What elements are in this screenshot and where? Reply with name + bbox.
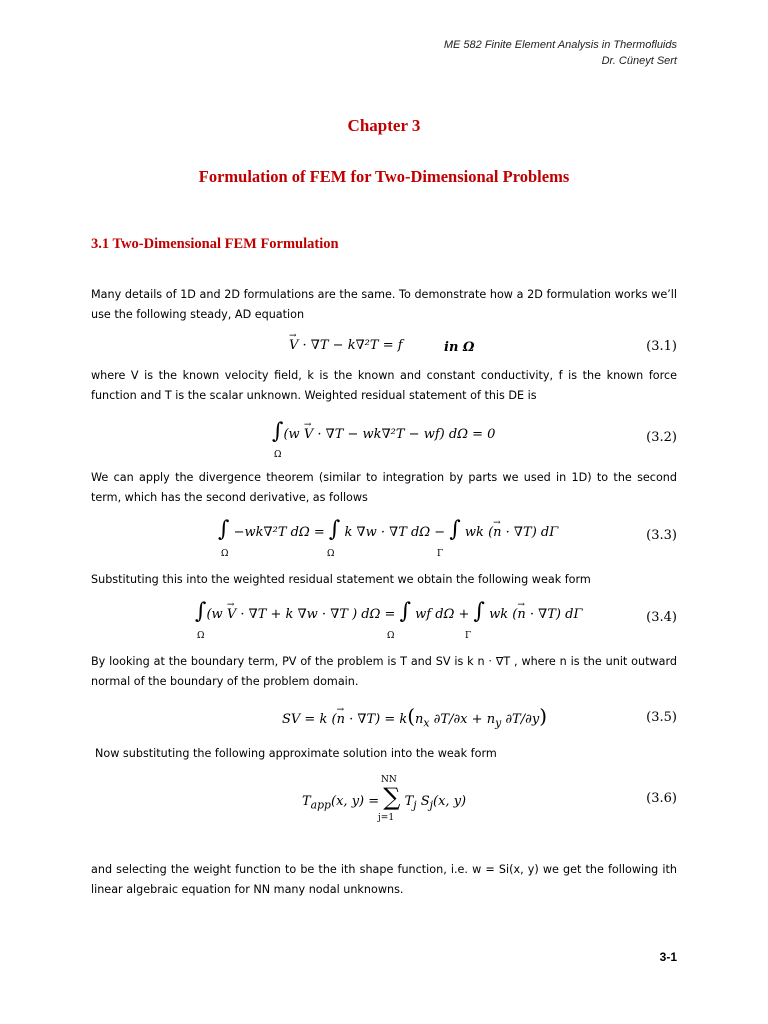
chapter-label: Chapter 3 bbox=[347, 116, 421, 135]
paragraph-7: and selecting the weight function to be the ith shape function, i.e. w = Si(x, y) we get the following ith linear algebraic equation for NN many nodal unknowns. bbox=[91, 863, 677, 896]
paragraph-4: Substituting this into the weighted residual statement we obtain the following weak form bbox=[91, 573, 591, 586]
integral-limit-omega: Ω bbox=[327, 549, 335, 559]
equation-3-1-number: (3.1) bbox=[646, 339, 677, 354]
equation-3-6-body: $T_{app}(x$, y) = ∑ $T_j$ $S_j(x$, y) bbox=[302, 783, 467, 812]
integral-limit-gamma: Γ bbox=[437, 549, 444, 559]
equation-3-3-body: ∫ −wk∇²T dΩ = ∫ k ∇w · ∇T dΩ − ∫ wk (→ n · ∇T) dΓ bbox=[218, 522, 558, 541]
page-number: 3-1 bbox=[659, 950, 677, 964]
equation-3-4-number: (3.4) bbox=[646, 610, 677, 625]
equation-3-4 bbox=[0, 600, 768, 640]
paragraph-6: Now substituting the following approximate solution into the weak form bbox=[95, 747, 497, 760]
equation-3-5 bbox=[0, 700, 768, 740]
equation-3-2-number: (3.2) bbox=[646, 430, 677, 445]
equation-3-5-body: SV = k (→ $n \cdot \nabla T) = k(n_x$ $\partial T/\partial x + n_y$ ∂T/∂y) bbox=[282, 708, 547, 732]
equation-3-1-body: → V · ∇T − k∇²T = f bbox=[289, 338, 403, 354]
paragraph-2: where V is the known velocity field, k is the known and constant conductivity, f is the known force function and T is the scalar unknown. Weighted residual statement of this DE is bbox=[91, 369, 677, 402]
equation-3-1-domain: in Ω bbox=[444, 340, 475, 355]
chapter-title: Formulation of FEM for Two-Dimensional Problems bbox=[198, 167, 570, 186]
integral-limit-omega: Ω bbox=[197, 631, 205, 641]
integral-limit-gamma: Γ bbox=[465, 631, 472, 641]
equation-3-6 bbox=[0, 775, 768, 823]
integral-limit-omega: Ω bbox=[221, 549, 229, 559]
integral-limit-omega: Ω bbox=[274, 450, 282, 460]
running-header bbox=[444, 37, 677, 69]
paragraph-3: We can apply the divergence theorem (similar to integration by parts we used in 1D) to the second term, which has the second derivative, as follows bbox=[91, 471, 677, 504]
paragraph-5: By looking at the boundary term, PV of the problem is T and SV is k n · ∇T , where n is the unit outward normal of the boundary of the problem domain. bbox=[91, 655, 677, 688]
equation-3-2-body: ∫(w → V · ∇T − wk∇²T − wf) dΩ = 0 bbox=[272, 424, 495, 443]
paragraph-1: Many details of 1D and 2D formulations are the same. To demonstrate how a 2D formulation works we’ll use the following steady, AD equation bbox=[91, 288, 677, 321]
equation-3-3 bbox=[0, 518, 768, 558]
header-course: ME 582 Finite Element Analysis in Thermofluids bbox=[443, 39, 677, 51]
section-heading: 3.1 Two-Dimensional FEM Formulation bbox=[91, 236, 339, 252]
equation-3-6-number: (3.6) bbox=[646, 791, 677, 806]
integral-limit-omega: Ω bbox=[387, 631, 395, 641]
equation-3-3-number: (3.3) bbox=[646, 528, 677, 543]
sum-lower-limit: j=1 bbox=[378, 813, 395, 823]
sum-upper-limit: NN bbox=[381, 775, 397, 785]
header-author: Dr. Cüneyt Sert bbox=[601, 55, 677, 67]
equation-3-4-body: ∫(w → V · ∇T + k ∇w · ∇T ) dΩ = ∫ wf dΩ + ∫ wk (→ n · ∇T) dΓ bbox=[195, 604, 582, 623]
equation-3-2 bbox=[0, 420, 768, 460]
equation-3-5-number: (3.5) bbox=[646, 710, 677, 725]
